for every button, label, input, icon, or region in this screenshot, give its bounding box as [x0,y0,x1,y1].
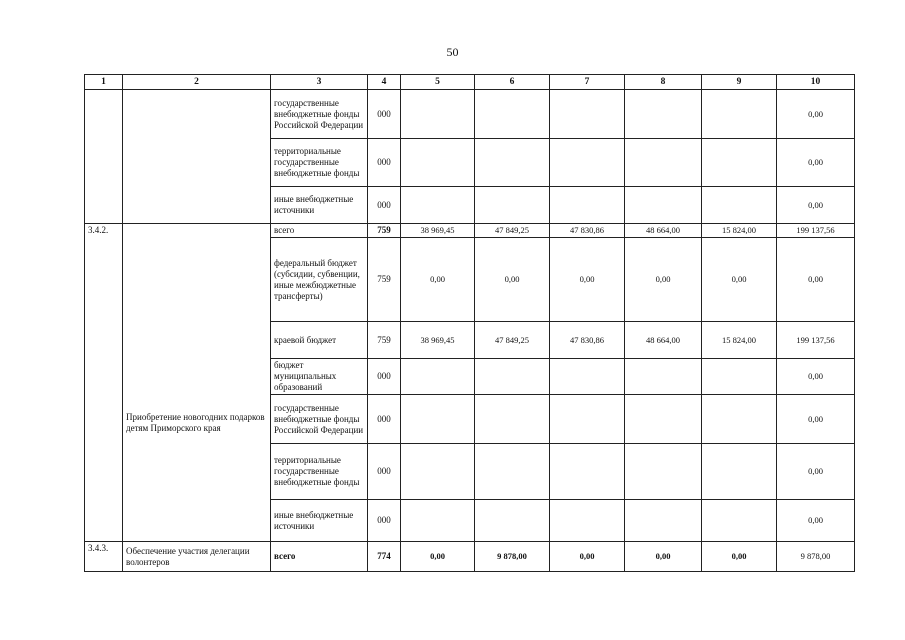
col-header: 8 [625,75,702,90]
total-cell: 0,00 [777,395,855,444]
value-cell: 0,00 [550,542,625,572]
value-cell [550,90,625,139]
value-cell [550,395,625,444]
code-cell: 759 [368,322,401,359]
value-cell [401,500,475,542]
col-header: 4 [368,75,401,90]
value-cell: 9 878,00 [475,542,550,572]
source-cell: иные внебюджетные источники [271,500,368,542]
code-cell: 000 [368,90,401,139]
source-cell: территориальные государственные внебюджетные фонды [271,139,368,187]
code-cell: 000 [368,500,401,542]
value-cell [401,395,475,444]
table-row [85,224,855,238]
value-cell [475,139,550,187]
value-cell: 0,00 [625,542,702,572]
value-cell [625,187,702,224]
total-cell: 199 137,56 [777,224,855,238]
total-cell: 199 137,56 [777,322,855,359]
col-header: 3 [271,75,368,90]
header-row [85,75,855,90]
row-number-cell: 3.4.2. [85,224,123,542]
value-cell: 15 824,00 [702,322,777,359]
value-cell: 47 849,25 [475,322,550,359]
value-cell [475,444,550,500]
value-cell: 0,00 [550,238,625,322]
total-cell: 0,00 [777,139,855,187]
total-cell: 0,00 [777,90,855,139]
code-cell: 000 [368,395,401,444]
value-cell [475,90,550,139]
source-cell: государственные внебюджетные фонды Российской Федерации [271,90,368,139]
total-cell: 0,00 [777,359,855,395]
col-header: 7 [550,75,625,90]
value-cell [702,500,777,542]
col-header: 5 [401,75,475,90]
source-cell: федеральный бюджет (субсидии, субвенции, иные межбюджетные трансферты) [271,238,368,322]
code-cell: 774 [368,542,401,572]
total-cell: 9 878,00 [777,542,855,572]
value-cell [550,187,625,224]
table-row [85,542,855,572]
value-cell: 0,00 [475,238,550,322]
total-cell: 0,00 [777,238,855,322]
value-cell: 38 969,45 [401,224,475,238]
table-row [85,90,855,139]
source-cell: краевой бюджет [271,322,368,359]
row-number-cell: 3.4.3. [85,542,123,572]
value-cell [625,90,702,139]
source-cell: территориальные государственные внебюджетные фонды [271,444,368,500]
value-cell [702,139,777,187]
col-header: 2 [123,75,271,90]
code-cell: 759 [368,224,401,238]
value-cell [550,359,625,395]
value-cell [550,139,625,187]
value-cell [401,139,475,187]
value-cell: 0,00 [401,238,475,322]
value-cell [625,500,702,542]
value-cell [702,359,777,395]
source-cell: бюджет муниципальных образований [271,359,368,395]
value-cell [475,395,550,444]
value-cell: 15 824,00 [702,224,777,238]
value-cell: 0,00 [702,542,777,572]
source-cell: всего [271,224,368,238]
value-cell: 48 664,00 [625,322,702,359]
value-cell [702,187,777,224]
value-cell [702,395,777,444]
total-cell: 0,00 [777,444,855,500]
code-cell: 000 [368,139,401,187]
value-cell [475,359,550,395]
value-cell: 0,00 [401,542,475,572]
value-cell: 0,00 [625,238,702,322]
value-cell: 48 664,00 [625,224,702,238]
value-cell [401,444,475,500]
total-cell: 0,00 [777,500,855,542]
col-header: 10 [777,75,855,90]
value-cell [401,90,475,139]
value-cell [550,444,625,500]
source-cell: иные внебюджетные источники [271,187,368,224]
value-cell [550,500,625,542]
source-cell: всего [271,542,368,572]
code-cell: 000 [368,187,401,224]
page-number: 50 [446,45,459,59]
value-cell [625,395,702,444]
code-cell: 000 [368,444,401,500]
value-cell [702,90,777,139]
event-name-cell: Приобретение новогодних подарков детям Приморского края [123,224,271,542]
col-header: 6 [475,75,550,90]
value-cell [702,444,777,500]
value-cell [475,187,550,224]
value-cell [625,359,702,395]
code-cell: 000 [368,359,401,395]
value-cell: 38 969,45 [401,322,475,359]
value-cell: 47 830,86 [550,224,625,238]
col-header: 9 [702,75,777,90]
value-cell: 47 849,25 [475,224,550,238]
total-cell: 0,00 [777,187,855,224]
value-cell [401,359,475,395]
code-cell: 759 [368,238,401,322]
value-cell [625,444,702,500]
row-number-cell [85,90,123,224]
value-cell [401,187,475,224]
event-name-cell: Обеспечение участия делегации волонтеров [123,542,271,572]
value-cell: 0,00 [702,238,777,322]
budget-table [84,74,855,572]
col-header: 1 [85,75,123,90]
event-name-cell [123,90,271,224]
value-cell [475,500,550,542]
value-cell: 47 830,86 [550,322,625,359]
value-cell [625,139,702,187]
source-cell: государственные внебюджетные фонды Российской Федерации [271,395,368,444]
